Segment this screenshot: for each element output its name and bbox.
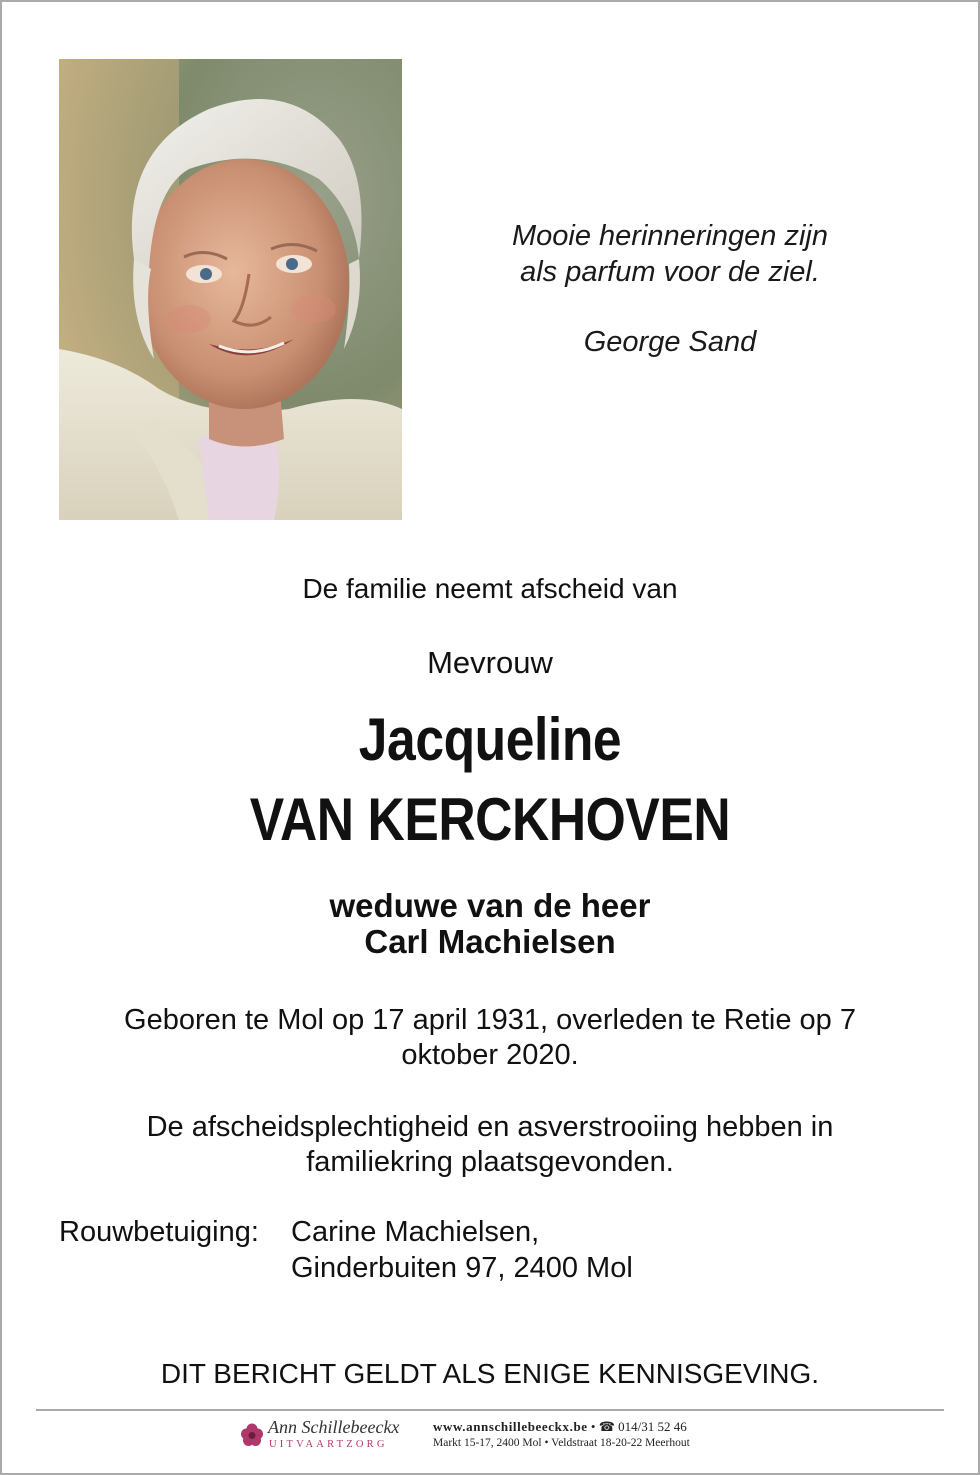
intro-text: De familie neemt afscheid van bbox=[302, 573, 678, 604]
condolence-label: Rouwbetuiging: bbox=[59, 1216, 259, 1248]
contact-address: Markt 15-17, 2400 Mol • Veldstraat 18-20-22 Meerhout bbox=[433, 1437, 690, 1449]
life-dates bbox=[0, 1003, 980, 1073]
dates-line-1: Geboren te Mol op 17 april 1931, overleden te Retie op 7 bbox=[124, 1004, 856, 1036]
widow-line-2: Carl Machielsen bbox=[364, 923, 616, 960]
quote-line-2: als parfum voor de ziel. bbox=[520, 256, 820, 288]
condolence-address bbox=[291, 1214, 633, 1286]
quote-author: George Sand bbox=[583, 326, 757, 358]
brand-name: Ann Schillebeeckx bbox=[268, 1417, 400, 1437]
quote-line-1: Mooie herinneringen zijn bbox=[512, 220, 828, 252]
first-name: Jacqueline bbox=[358, 706, 622, 773]
phone-number: 014/31 52 46 bbox=[618, 1419, 687, 1434]
official-notice: DIT BERICHT GELDT ALS ENIGE KENNISGEVING. bbox=[160, 1358, 820, 1389]
contact-line-1 bbox=[433, 1419, 687, 1435]
funeral-home-footer bbox=[238, 1417, 758, 1457]
quote-block bbox=[470, 218, 870, 360]
ceremony-line-1: De afscheidsplechtigheid en asverstrooiing hebben in bbox=[146, 1111, 834, 1143]
phone-icon: ☎ bbox=[598, 1419, 615, 1434]
footer-divider bbox=[36, 1409, 944, 1411]
portrait-photo bbox=[59, 59, 402, 520]
flower-logo-icon bbox=[238, 1421, 266, 1449]
last-name: VAN KERCKHOVEN bbox=[249, 786, 731, 853]
condolence-street: Ginderbuiten 97, 2400 Mol bbox=[291, 1252, 633, 1284]
dates-line-2: oktober 2020. bbox=[401, 1039, 579, 1071]
widow-line-1: weduwe van de heer bbox=[329, 887, 651, 924]
separator: • bbox=[590, 1419, 596, 1434]
website-link[interactable]: www.annschillebeeckx.be bbox=[433, 1419, 588, 1434]
condolence-name: Carine Machielsen, bbox=[291, 1216, 540, 1248]
ceremony-line-2: familiekring plaatsgevonden. bbox=[306, 1146, 674, 1178]
honorific: Mevrouw bbox=[427, 645, 553, 680]
widow-of bbox=[0, 888, 980, 960]
brand-subtitle: UITVAARTZORG bbox=[269, 1439, 388, 1450]
ceremony-text bbox=[0, 1110, 980, 1180]
